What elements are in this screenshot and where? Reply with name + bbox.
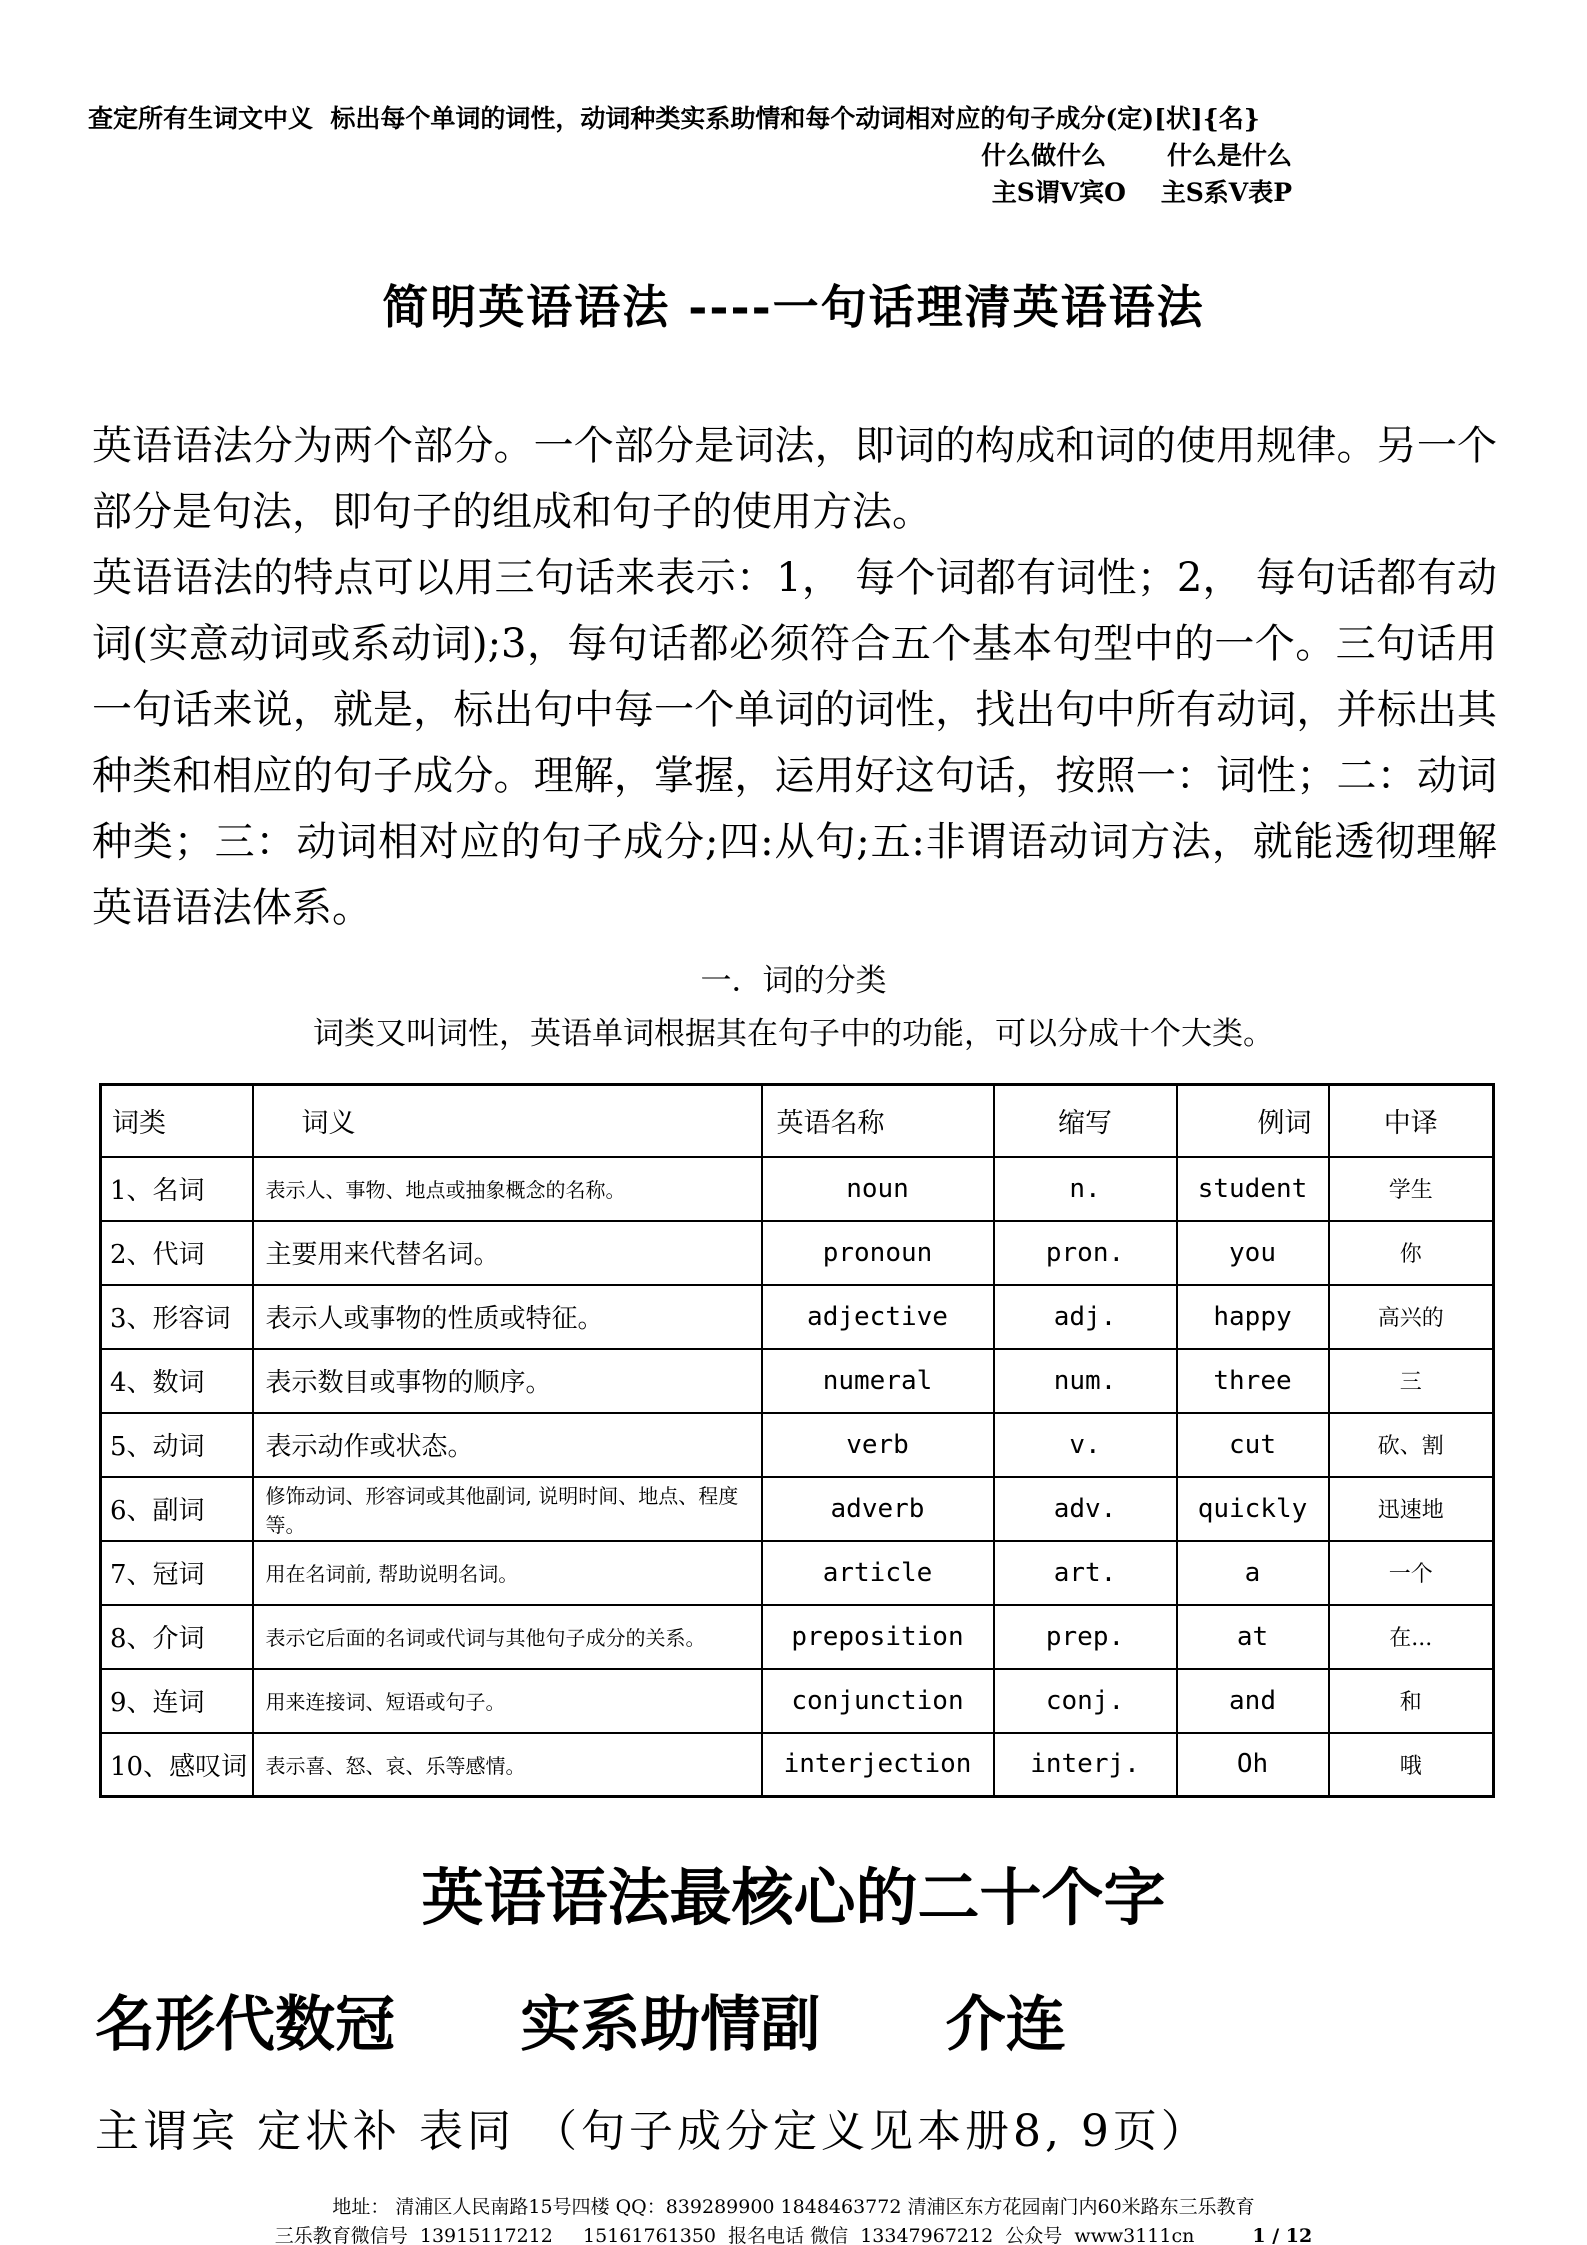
table-cell: interj. [994,1733,1177,1797]
table-cell: preposition [762,1605,994,1669]
table-cell: 砍、割 [1329,1413,1494,1477]
table-cell: 10、感叹词 [101,1733,253,1797]
page-footer [0,2193,1587,2245]
table-cell: happy [1177,1285,1329,1349]
page-number: 1 / 12 [1252,2225,1313,2245]
table-cell: quickly [1177,1477,1329,1541]
table-cell: 5、动词 [101,1413,253,1477]
table-cell: 迅速地 [1329,1477,1494,1541]
table-cell: conjunction [762,1669,994,1733]
column-header: 中译 [1329,1085,1494,1157]
table-row [101,1477,1494,1541]
table-cell: pronoun [762,1221,994,1285]
table-row [101,1541,1494,1605]
intro-paragraphs [92,413,1497,941]
core-words-line: 名形代数冠 实系助情副 介连 [95,1990,1066,2060]
table-cell: 三 [1329,1349,1494,1413]
paragraph: 英语语法分为两个部分。一个部分是词法，即词的构成和词的使用规律。另一个部分是句法，即句子的组成和句子的使用方法。 [92,423,1497,535]
section-heading: 一．词的分类 [700,963,887,999]
table-cell: 在... [1329,1605,1494,1669]
sentence-elements-line: 主谓宾 定状补 表同 （句子成分定义见本册8, 9页） [95,2106,1209,2157]
column-header: 词类 [101,1085,253,1157]
table-cell: interjection [762,1733,994,1797]
table-header-row [101,1085,1494,1157]
column-header: 词义 [253,1085,762,1157]
table-cell: adjective [762,1285,994,1349]
table-cell: 表示人或事物的性质或特征。 [253,1285,762,1349]
table-cell: num. [994,1349,1177,1413]
table-cell: 1、名词 [101,1157,253,1221]
table-cell: 8、介词 [101,1605,253,1669]
paragraph: 英语语法的特点可以用三句话来表示：1， 每个词都有词性；2， 每句话都有动词(实意动词或系动词);3，每句话都必须符合五个基本句型中的一个。三句话用一句话来说，就是，标出句中每一个单词的词性，找出句中所有动词，并标出其种类和相应的句子成分。理解，掌握，运用好这句话，按照一：词性；二：动词种类；三：动词相对应的句子成分;四:从句;五:非谓语动词方法，就能透彻理解英语语法体系。 [92,555,1497,931]
table-cell: 9、连词 [101,1669,253,1733]
note-line-1: 查定所有生词文中义 标出每个单词的词性，动词种类实系助情和每个动词相对应的句子成分(定)[状]{名} [88,104,1260,133]
table-cell: adv. [994,1477,1177,1541]
table-cell: 高兴的 [1329,1285,1494,1349]
table-cell: 3、形容词 [101,1285,253,1349]
table-cell: 用在名词前, 帮助说明名词。 [253,1541,762,1605]
table-cell: three [1177,1349,1329,1413]
table-row [101,1605,1494,1669]
table-cell: and [1177,1669,1329,1733]
table-row [101,1285,1494,1349]
table-cell: 学生 [1329,1157,1494,1221]
table-cell: 表示喜、怒、哀、乐等感情。 [253,1733,762,1797]
table-cell: 表示它后面的名词或代词与其他句子成分的关系。 [253,1605,762,1669]
table-cell: art. [994,1541,1177,1605]
table-cell: 主要用来代替名词。 [253,1221,762,1285]
table-cell: numeral [762,1349,994,1413]
footer-address-line: 地址： 清浦区人民南路15号四楼 QQ：839289900 1848463772 清浦区东方花园南门内60米路东三乐教育 [332,2196,1255,2218]
table-row [101,1413,1494,1477]
table-cell: article [762,1541,994,1605]
table-cell: 修饰动词、形容词或其他副词, 说明时间、地点、程度等。 [253,1477,762,1541]
footer-contact-text: 三乐教育微信号 13915117212 15161761350 报名电话 微信 13347967212 公众号 www3111cn [274,2225,1195,2245]
table-cell: 表示动作或状态。 [253,1413,762,1477]
table-cell: verb [762,1413,994,1477]
table-cell: 表示人、事物、地点或抽象概念的名称。 [253,1157,762,1221]
table-cell: pron. [994,1221,1177,1285]
table-row [101,1669,1494,1733]
table-cell: adverb [762,1477,994,1541]
table-cell: you [1177,1221,1329,1285]
table-cell: Oh [1177,1733,1329,1797]
table-cell: 7、冠词 [101,1541,253,1605]
page-title: 简明英语语法 ----一句话理清英语语法 [382,280,1205,334]
table-cell: adj. [994,1285,1177,1349]
table-cell: n. [994,1157,1177,1221]
footer-contact-line [0,2222,1587,2245]
table-cell: 你 [1329,1221,1494,1285]
table-cell: 用来连接词、短语或句子。 [253,1669,762,1733]
section-subheading: 词类又叫词性，英语单词根据其在句子中的功能，可以分成十个大类。 [313,1016,1274,1052]
table-row [101,1157,1494,1221]
table-cell: student [1177,1157,1329,1221]
table-cell: 6、副词 [101,1477,253,1541]
note-line-3: 主S谓V宾O 主S系V表P [991,178,1292,207]
table-cell: 2、代词 [101,1221,253,1285]
table-cell: 表示数目或事物的顺序。 [253,1349,762,1413]
table-row [101,1733,1494,1797]
column-header: 例词 [1177,1085,1329,1157]
note-line-2: 什么做什么 什么是什么 [981,141,1292,170]
table-cell: prep. [994,1605,1177,1669]
table-cell: a [1177,1541,1329,1605]
table-row [101,1349,1494,1413]
table-cell: 和 [1329,1669,1494,1733]
table-cell: 一个 [1329,1541,1494,1605]
column-header: 英语名称 [762,1085,994,1157]
table-cell: conj. [994,1669,1177,1733]
handwritten-note [88,100,1497,211]
core-words-heading: 英语语法最核心的二十个字 [421,1861,1166,1934]
table-cell: noun [762,1157,994,1221]
table-cell: 哦 [1329,1733,1494,1797]
table-row [101,1221,1494,1285]
column-header: 缩写 [994,1085,1177,1157]
table-cell: 4、数词 [101,1349,253,1413]
table-cell: v. [994,1413,1177,1477]
parts-of-speech-table [99,1083,1495,1798]
table-cell: cut [1177,1413,1329,1477]
table-cell: at [1177,1605,1329,1669]
